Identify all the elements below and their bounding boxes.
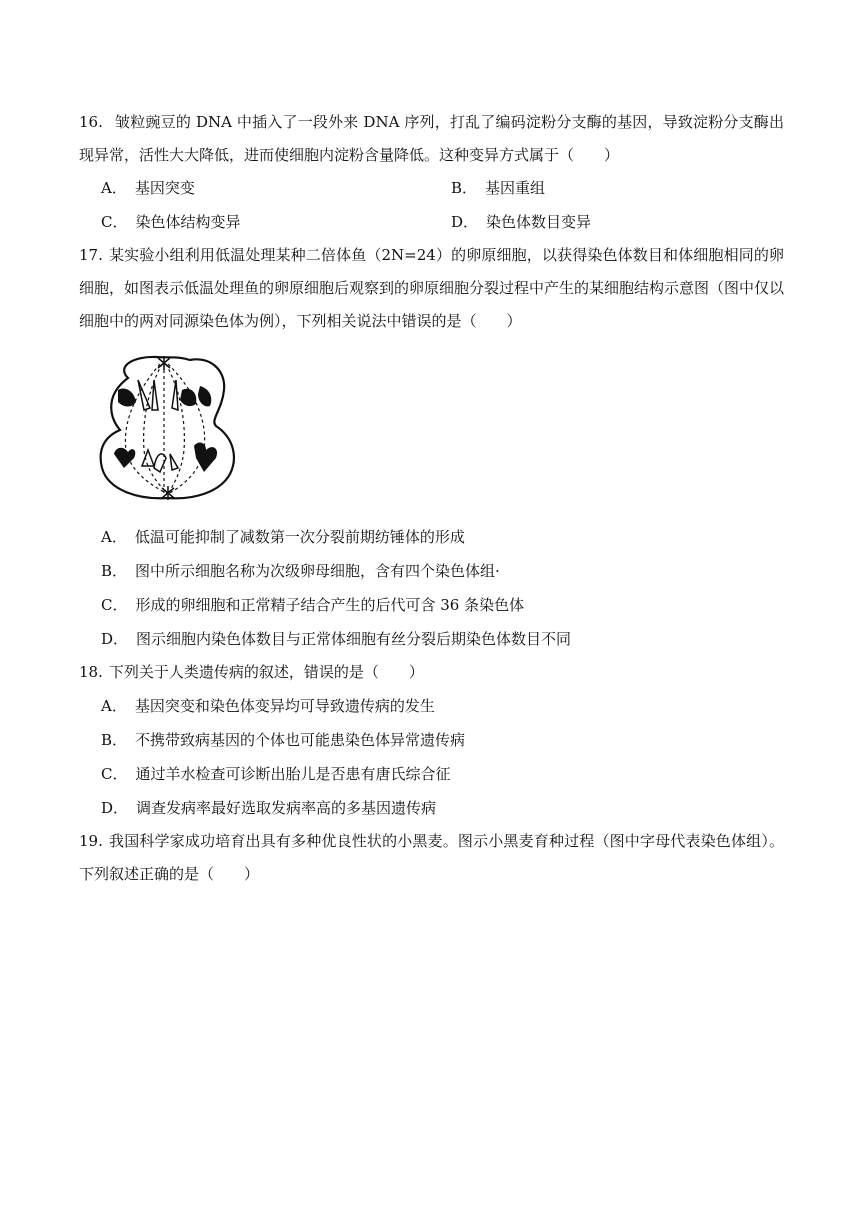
cell-division-figure xyxy=(98,350,244,502)
option-16-c[interactable] xyxy=(101,212,241,232)
option-text: 图中所示细胞名称为次级卵母细胞，含有四个染色体组· xyxy=(135,562,500,580)
option-text: 基因突变 xyxy=(134,179,195,197)
question-16 xyxy=(79,106,784,172)
option-letter: D． xyxy=(101,630,129,648)
option-letter: C． xyxy=(101,765,128,783)
chromosomes-lower xyxy=(114,443,217,472)
spindle-fibers xyxy=(125,364,204,494)
option-17-d[interactable] xyxy=(101,629,571,649)
option-18-d[interactable] xyxy=(101,798,436,818)
option-letter: A． xyxy=(101,697,127,715)
option-text: 调查发病率最好选取发病率高的多基因遗传病 xyxy=(136,799,437,817)
question-text: 皱粒豌豆的 DNA 中插入了一段外来 DNA 序列，打乱了编码淀粉分支酶的基因，导致淀粉分支酶出现异常，活性大大降低，进而使细胞内淀粉含量降低。这种变异方式属于（ ） xyxy=(79,113,784,164)
option-letter: D． xyxy=(451,213,479,231)
option-17-c[interactable] xyxy=(101,595,524,615)
cell-membrane xyxy=(101,357,234,498)
option-text: 通过羊水检查可诊断出胎儿是否患有唐氏综合征 xyxy=(135,765,451,783)
option-letter: A． xyxy=(101,528,127,546)
option-letter: B． xyxy=(101,562,128,580)
chromosomes-upper xyxy=(118,380,211,410)
option-text: 染色体数目变异 xyxy=(486,213,592,231)
option-letter: B． xyxy=(101,731,128,749)
question-19 xyxy=(79,825,784,891)
option-letter: C． xyxy=(101,596,128,614)
option-18-a[interactable] xyxy=(101,696,435,716)
option-text: 不携带致病基因的个体也可能患染色体异常遗传病 xyxy=(135,731,466,749)
question-text: 下列关于人类遗传病的叙述，错误的是（ ） xyxy=(108,663,424,681)
option-letter: B． xyxy=(451,179,478,197)
question-number: 17. xyxy=(79,246,103,264)
option-text: 形成的卵细胞和正常精子结合产生的后代可含 36 条染色体 xyxy=(135,596,525,614)
question-text: 某实验小组利用低温处理某种二倍体鱼（2N=24）的卵原细胞，以获得染色体数目和体细胞相同的卵细胞，如图表示低温处理鱼的卵原细胞后观察到的卵原细胞分裂过程中产生的某细胞结构示意图（图中仅以细胞中的两对同源染色体为例），下列相关说法中错误的是（ ） xyxy=(79,246,785,330)
option-18-c[interactable] xyxy=(101,764,451,784)
option-text: 染色体结构变异 xyxy=(135,213,241,231)
option-17-b[interactable] xyxy=(101,561,500,581)
option-text: 图示细胞内染色体数目与正常体细胞有丝分裂后期染色体数目不同 xyxy=(136,630,572,648)
question-number: 16. xyxy=(79,113,103,131)
option-16-b[interactable] xyxy=(451,178,545,198)
question-number: 19. xyxy=(79,832,103,850)
option-18-b[interactable] xyxy=(101,730,465,750)
question-18 xyxy=(79,656,784,689)
option-16-a[interactable] xyxy=(101,178,195,198)
option-text: 低温可能抑制了减数第一次分裂前期纺锤体的形成 xyxy=(134,528,465,546)
question-17 xyxy=(79,239,784,338)
option-16-d[interactable] xyxy=(451,212,591,232)
option-text: 基因重组 xyxy=(485,179,546,197)
question-number: 18. xyxy=(79,663,103,681)
option-letter: A． xyxy=(101,179,127,197)
question-text: 我国科学家成功培育出具有多种优良性状的小黑麦。图示小黑麦育种过程（图中字母代表染色体组）。下列叙述正确的是（ ） xyxy=(79,832,784,883)
option-letter: D． xyxy=(101,799,129,817)
option-17-a[interactable] xyxy=(101,527,465,547)
option-text: 基因突变和染色体变异均可导致遗传病的发生 xyxy=(134,697,435,715)
option-letter: C． xyxy=(101,213,128,231)
